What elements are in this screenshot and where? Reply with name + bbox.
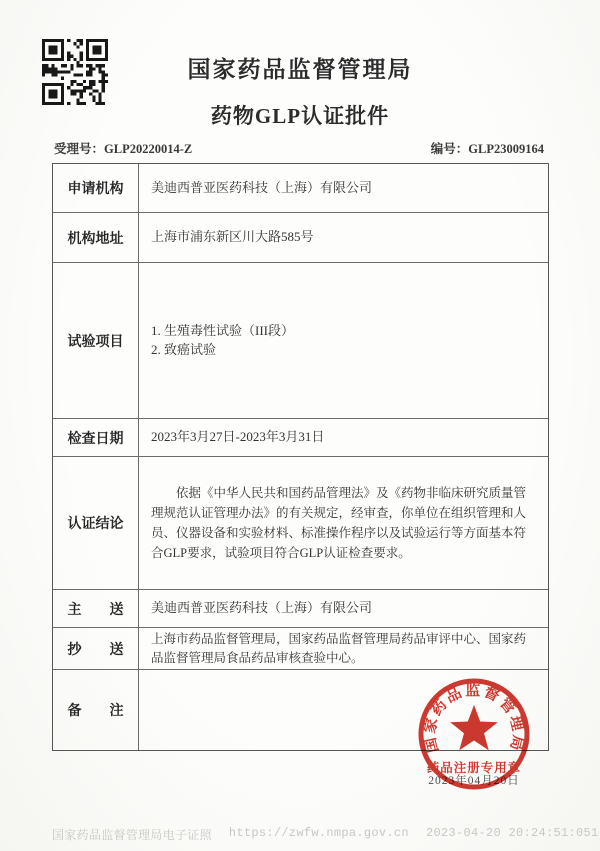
seal-bottom-text: 药品注册专用章 (426, 761, 522, 775)
row-label: 申请机构 (53, 164, 139, 212)
table-row-applicant (53, 164, 548, 213)
serial-value: GLP23009164 (468, 142, 544, 156)
certificate-table (52, 163, 549, 751)
table-row-inspection-date (53, 419, 548, 457)
row-value: 2023年3月27日-2023年3月31日 (151, 429, 325, 445)
row-value: 依据《中华人民共和国药品管理法》及《药物非临床研究质量管理规范认证管理办法》的有关规定，经审查，你单位在组织管理和人员、仪器设备和实验材料、标准操作程序以及试验运行等方面基本符合GLP要求，试验项目符合GLP认证检查要求。 (151, 486, 527, 560)
row-label: 主送 (53, 590, 139, 627)
table-row-address (53, 213, 548, 263)
row-value (139, 263, 548, 418)
serial-label: 编号： (430, 142, 469, 156)
row-value: 美迪西普亚医药科技（上海）有限公司 (151, 179, 373, 195)
seal-ring-text: 国家药品监督管理局 (422, 682, 526, 755)
row-label: 认证结论 (53, 457, 139, 589)
stamp-date: 2023年04月20日 (428, 775, 520, 787)
acceptance-label: 受理号： (54, 142, 105, 156)
row-label: 检查日期 (53, 419, 139, 456)
footer-timestamp: 2023-04-20 20:24:51:051 (425, 826, 599, 840)
serial-number (431, 139, 544, 157)
row-value: 美迪西普亚医药科技（上海）有限公司 (151, 600, 373, 616)
row-label: 备注 (53, 670, 139, 750)
row-value: 上海市浦东新区川大路585号 (151, 229, 314, 245)
page-title: 国家药品监督管理局 (187, 57, 413, 82)
official-seal (404, 664, 544, 804)
page-subtitle: 药物GLP认证批件 (210, 104, 390, 128)
row-label: 机构地址 (53, 213, 139, 262)
acceptance-number (54, 139, 192, 157)
table-row-test-items (53, 263, 548, 419)
row-label: 试验项目 (53, 263, 139, 418)
reference-line (54, 139, 544, 157)
table-row-conclusion (53, 457, 548, 590)
footer-url: https://zwfw.nmpa.gov.cn (228, 826, 409, 840)
acceptance-value: GLP20220014-Z (104, 142, 193, 156)
footer-issuer: 国家药品监督管理局电子证照 (52, 829, 212, 843)
footer-watermark (52, 826, 598, 843)
row-value: 上海市药品监督管理局，国家药品监督管理局药品审评中心、国家药品监督管理局食品药品审核查验中心。 (151, 632, 527, 665)
test-item-2: 2. 致癌试验 (151, 341, 217, 357)
seal-star (450, 705, 498, 750)
table-row-main-recipient (53, 590, 548, 628)
test-item-1: 1. 生殖毒性试验（III段） (151, 322, 294, 338)
row-label: 抄送 (53, 628, 139, 669)
